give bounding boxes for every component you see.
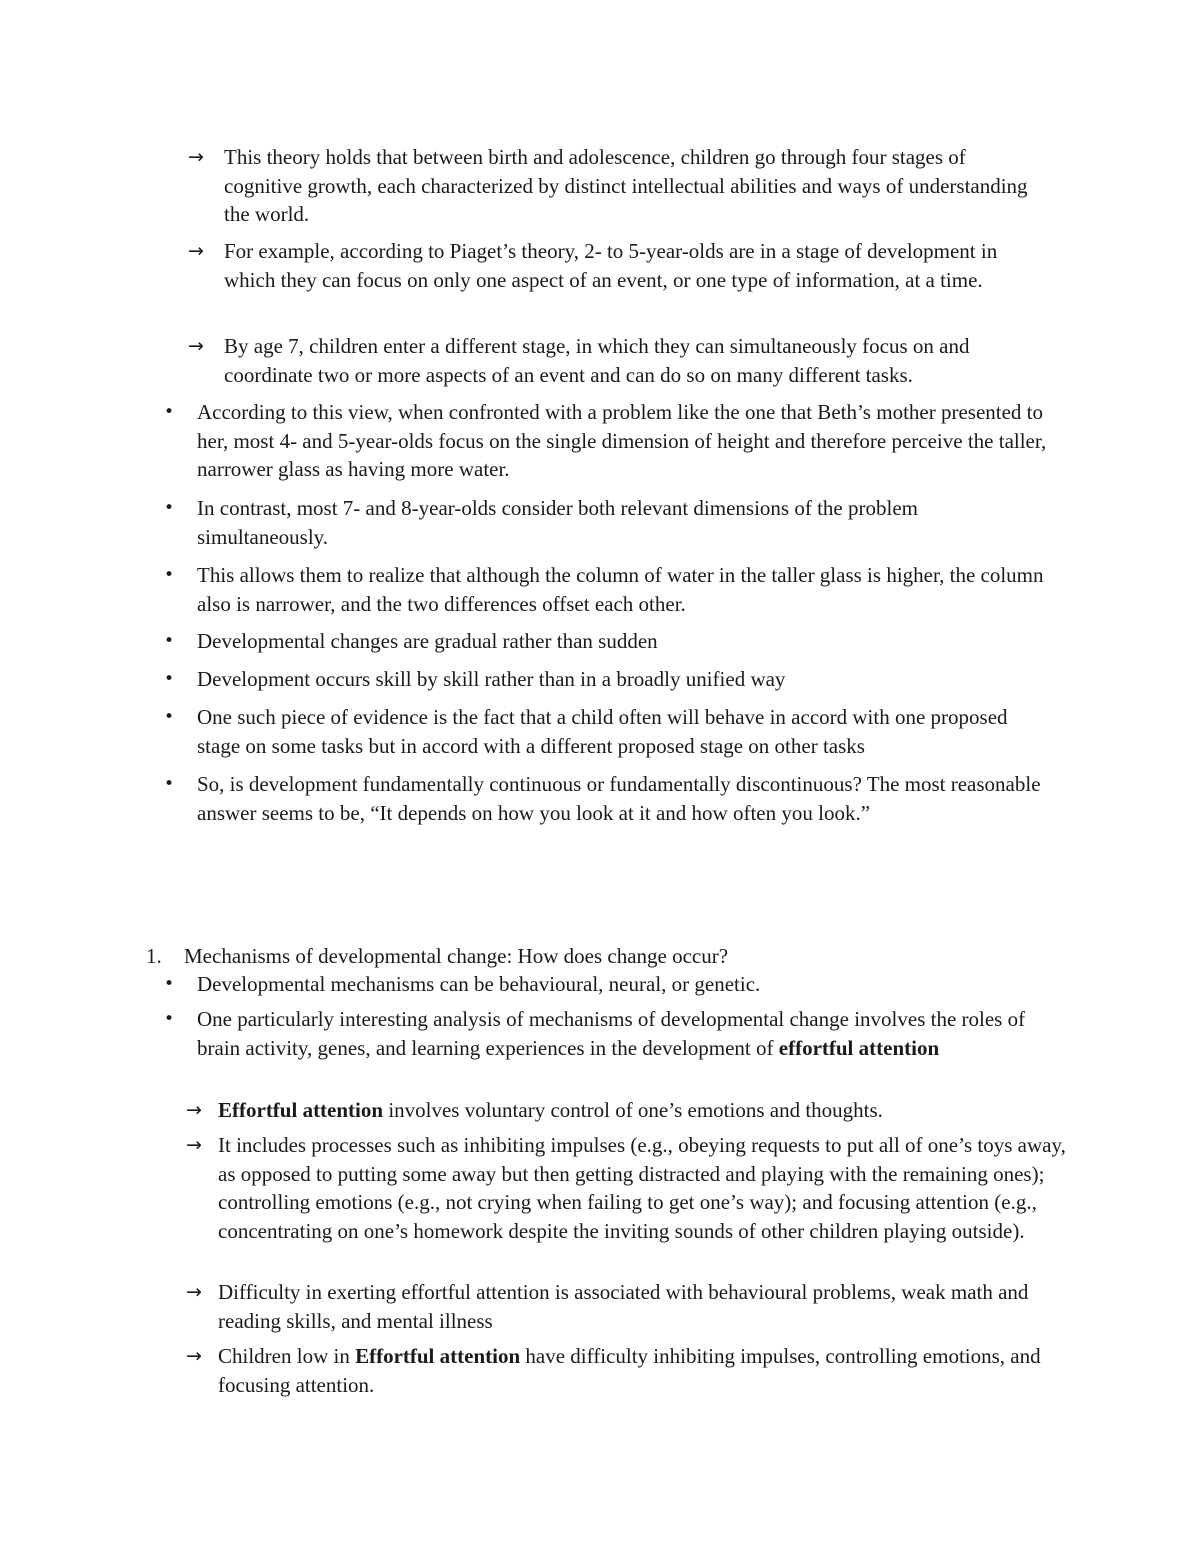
bullet-item <box>160 398 1050 484</box>
arrow-item <box>186 1131 1066 1245</box>
bullet-item-text: So, is development fundamentally continuous or fundamentally discontinuous? The most reasonable answer seems to be, “It depends on how you look at it and how often you look.” <box>197 772 1041 825</box>
bullet-item-text: Developmental changes are gradual rather than sudden <box>197 629 658 653</box>
heading-text: Mechanisms of developmental change: How does change occur? <box>184 944 729 968</box>
arrow-item-text: This theory holds that between birth and adolescence, children go through four stages of cognitive growth, each characterized by distinct intellectual abilities and ways of understanding the world. <box>224 145 1028 226</box>
bold-term: Effortful attention <box>355 1344 521 1368</box>
bullet-item-text: One such piece of evidence is the fact that a child often will behave in accord with one proposed stage on some tasks but in accord with a different proposed stage on other tasks <box>197 705 1008 758</box>
arrow-item-text <box>218 1342 1066 1399</box>
bullet-icon: • <box>164 774 175 794</box>
bullet-item-text: According to this view, when confronted with a problem like the one that Beth’s mother presented to her, most 4- and 5-year-olds focus on the single dimension of height and therefore perceive the taller, narrower glass as having more water. <box>197 400 1047 481</box>
arrow-item-text: It includes processes such as inhibiting impulses (e.g., obeying requests to put all of one’s toys away, as opposed to putting some away but then getting distracted and playing with the remaining ones); controlling emotions (e.g., not crying when failing to get one’s way); and focusing attention (e.g., concentrating on one’s homework despite the inviting sounds of other children playing outside). <box>218 1133 1066 1243</box>
arrow-item-text: For example, according to Piaget’s theory, 2- to 5-year-olds are in a stage of development in which they can focus on only one aspect of an event, or one type of information, at a time. <box>224 239 998 292</box>
arrow-item <box>186 1096 1066 1125</box>
bullet-icon: • <box>164 402 175 422</box>
arrow-icon: → <box>188 240 204 262</box>
bullet-item <box>160 1005 1060 1062</box>
bullet-item-text: Developmental mechanisms can be behavioural, neural, or genetic. <box>197 972 761 996</box>
bullet-item <box>160 970 1060 999</box>
bullet-icon: • <box>164 974 175 994</box>
arrow-item-text: By age 7, children enter a different stage, in which they can simultaneously focus on and coordinate two or more aspects of an event and can do so on many different tasks. <box>224 334 970 387</box>
numbered-heading <box>146 942 1046 971</box>
bullet-icon: • <box>164 707 175 727</box>
bullet-icon: • <box>164 1009 175 1029</box>
bullet-item-text <box>197 1005 1060 1062</box>
bold-term: effortful attention <box>778 1035 940 1060</box>
arrow-icon: → <box>186 1099 202 1121</box>
arrow-icon: → <box>188 335 204 357</box>
arrow-item <box>186 1278 1066 1335</box>
bullet-item <box>160 770 1050 827</box>
arrow-item <box>188 237 1038 294</box>
arrow-item <box>188 332 1038 389</box>
arrow-item <box>186 1342 1066 1399</box>
arrow-item-text <box>218 1096 1066 1125</box>
arrow-item-text: Difficulty in exerting effortful attention is associated with behavioural problems, weak math and reading skills, and mental illness <box>218 1280 1029 1333</box>
bullet-item <box>160 665 1050 694</box>
bullet-item <box>160 494 1050 551</box>
arrow-item <box>188 143 1038 229</box>
bullet-item-text: In contrast, most 7- and 8-year-olds consider both relevant dimensions of the problem simultaneously. <box>197 496 918 549</box>
bullet-icon: • <box>164 565 175 585</box>
bullet-icon: • <box>164 631 175 651</box>
arrow-icon: → <box>186 1281 202 1303</box>
bullet-item <box>160 627 1050 656</box>
arrow-text-plain: involves voluntary control of one’s emotions and thoughts. <box>383 1098 883 1122</box>
bold-term: Effortful attention <box>218 1098 384 1122</box>
bullet-item-text: This allows them to realize that although the column of water in the taller glass is higher, the column also is narrower, and the two differences offset each other. <box>197 563 1044 616</box>
bullet-icon: • <box>164 669 175 689</box>
bullet-item-text: Development occurs skill by skill rather than in a broadly unified way <box>197 667 786 691</box>
arrow-icon: → <box>186 1134 202 1156</box>
arrow-text-plain: have difficulty inhibiting impulses, controlling emotions, and focusing attention. <box>218 1344 1041 1397</box>
bullet-icon: • <box>164 498 175 518</box>
bullet-item <box>160 561 1050 618</box>
arrow-icon: → <box>186 1345 202 1367</box>
bullet-text-plain: One particularly interesting analysis of mechanisms of developmental change involves the roles of brain activity, genes, and learning experiences in the development of <box>197 1007 1026 1060</box>
arrow-icon: → <box>188 146 204 168</box>
arrow-text-plain: Children low in <box>218 1344 356 1368</box>
bullet-item <box>160 703 1050 760</box>
list-number: 1. <box>146 944 162 968</box>
